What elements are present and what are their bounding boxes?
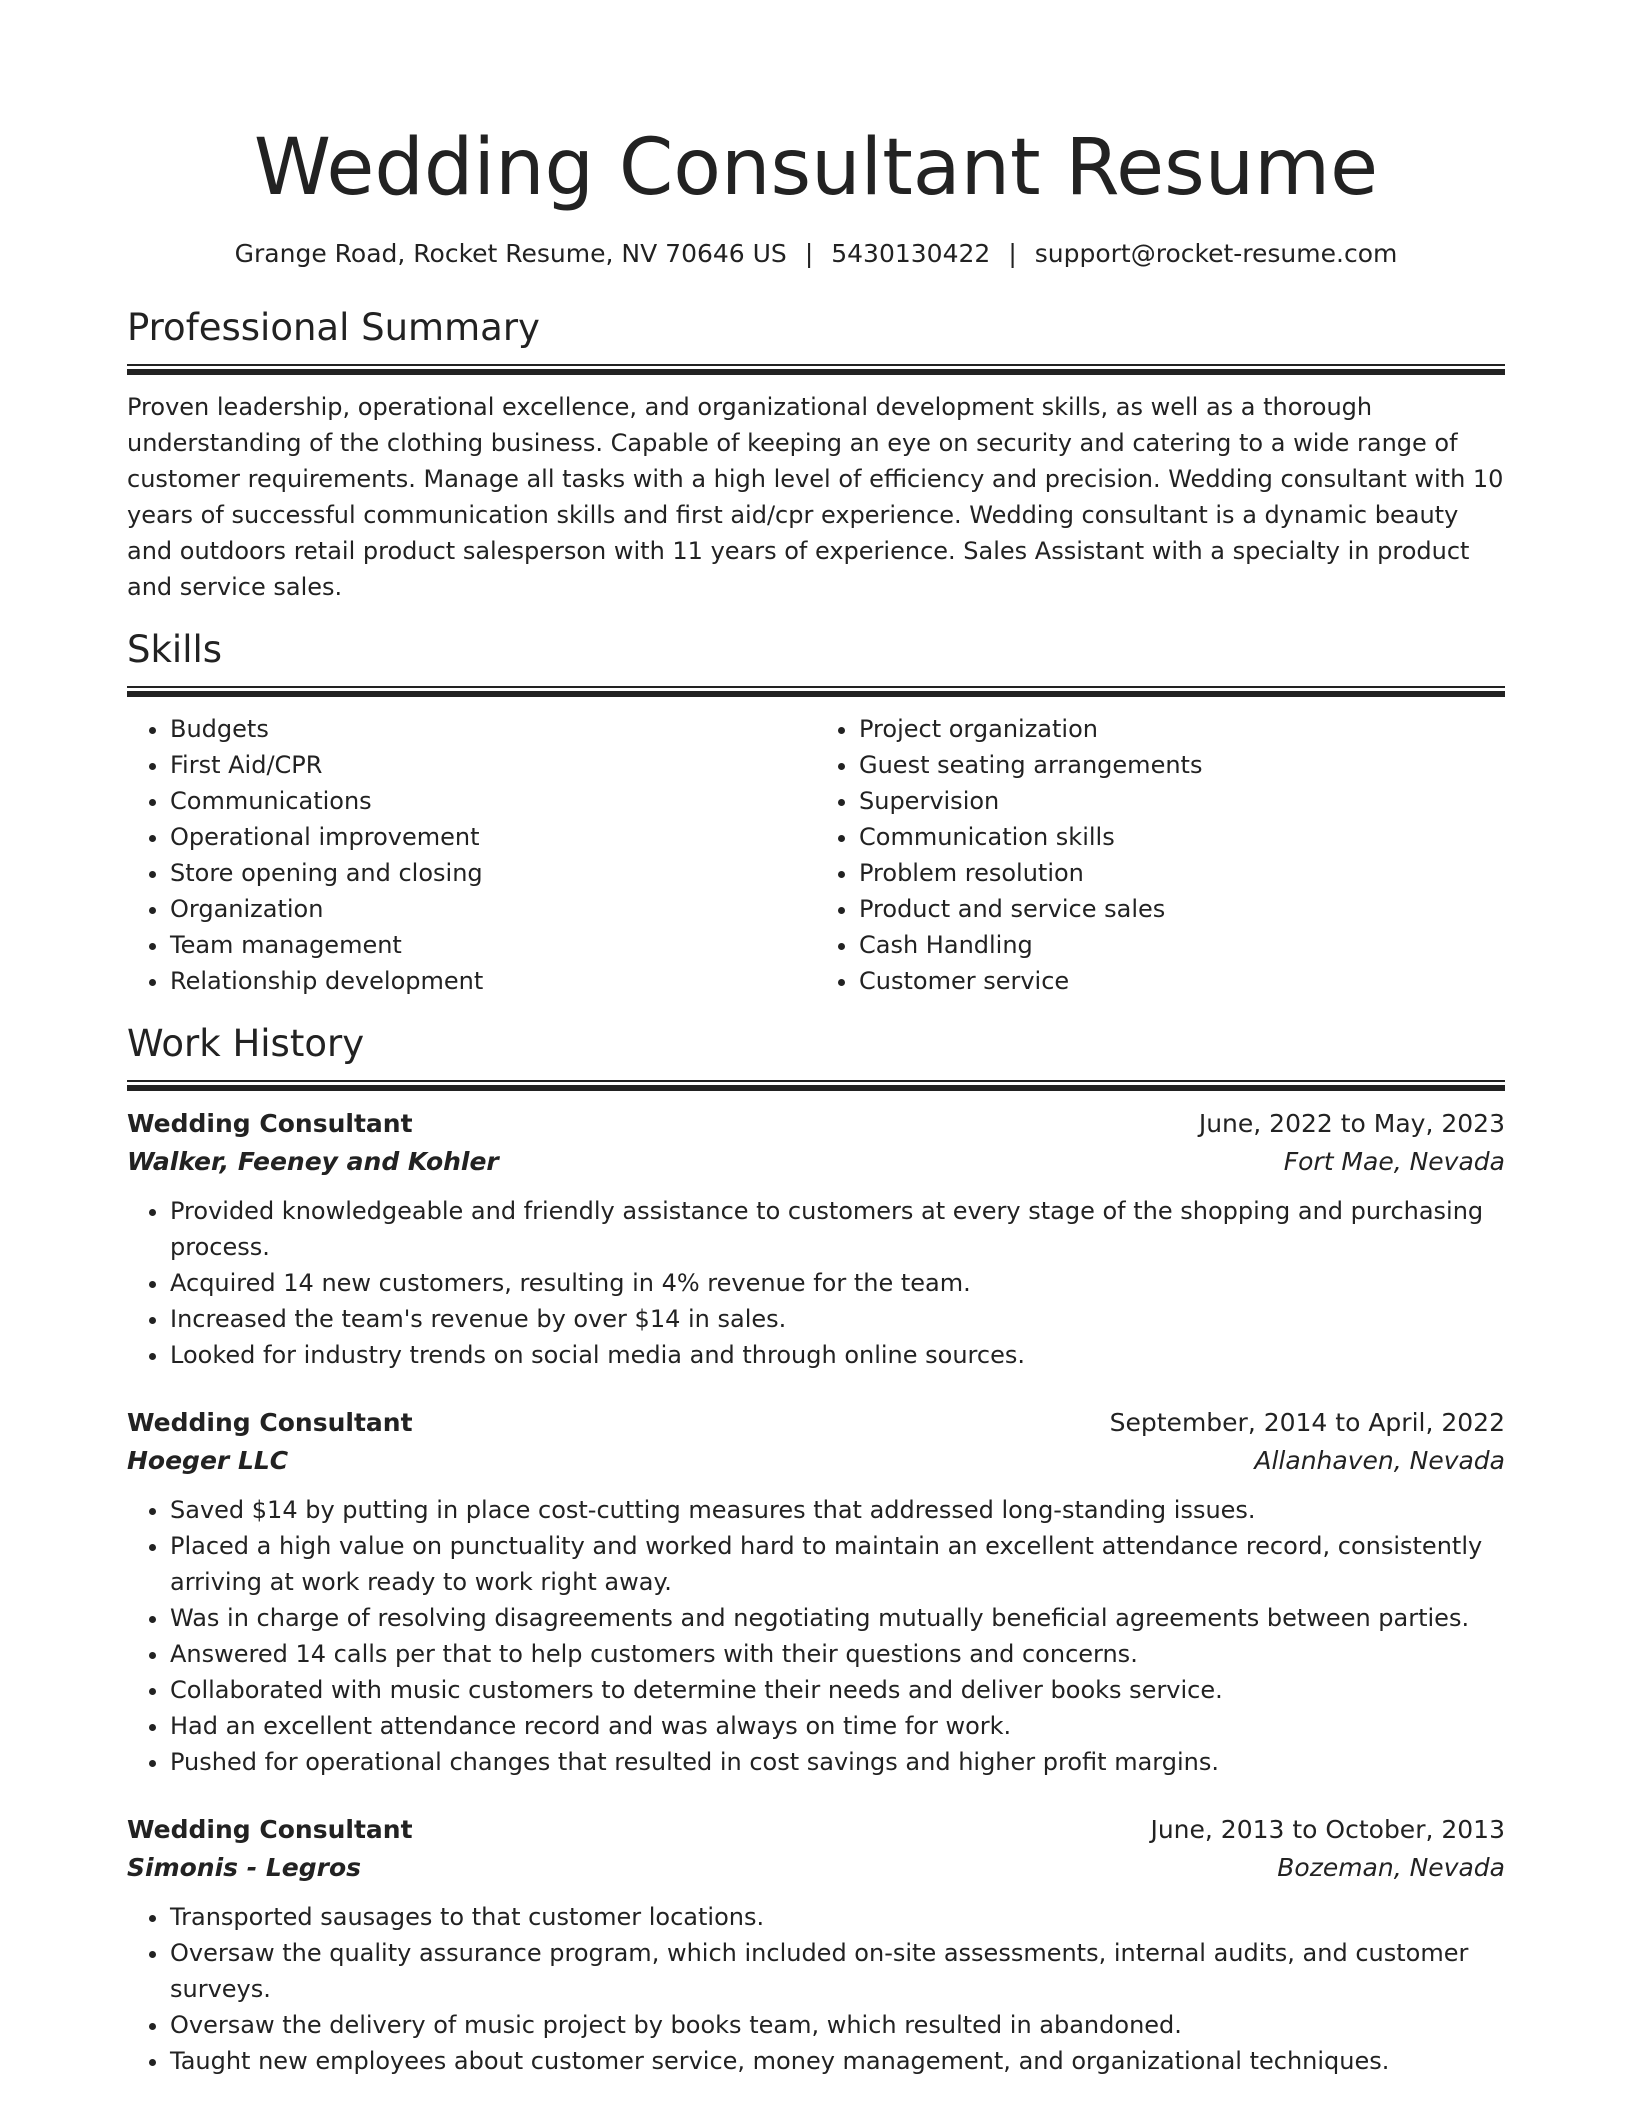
job-entry (127, 1404, 1505, 1780)
job-bullet: • Saved $14 by putting in place cost-cutting measures that addressed long-standing issues. (170, 1492, 1505, 1528)
job-dates: June, 2013 to October, 2013 (1150, 1815, 1505, 1844)
skill-item: • Problem resolution (859, 855, 1505, 891)
skills-section (127, 626, 1505, 999)
job-header (127, 1811, 1505, 1849)
job-subheader (127, 1442, 1505, 1480)
job-dates: June, 2022 to May, 2023 (1198, 1109, 1505, 1138)
skill-item: • Project organization (859, 711, 1505, 747)
work-history-section (127, 1020, 1505, 2079)
contact-line (127, 236, 1505, 272)
job-bullet: • Oversaw the quality assurance program, which included on-site assessments, internal audits, and customer surveys. (170, 1935, 1505, 2007)
company-name: Walker, Feeney and Kohler (127, 1147, 499, 1176)
job-bullet: • Transported sausages to that customer locations. (170, 1899, 1505, 1935)
skill-item: • Budgets (170, 711, 816, 747)
job-entry (127, 1105, 1505, 1373)
skill-item: • Organization (170, 891, 816, 927)
phone: 5430130422 (831, 239, 991, 268)
skills-heading: Skills (127, 628, 223, 671)
section-divider (127, 364, 1505, 375)
email: support@rocket-resume.com (1034, 239, 1398, 268)
skill-item: • Store opening and closing (170, 855, 816, 891)
skill-item: • Product and service sales (859, 891, 1505, 927)
skill-item: • Cash Handling (859, 927, 1505, 963)
summary-section (127, 304, 1505, 605)
job-bullet: • Had an excellent attendance record and was always on time for work. (170, 1708, 1505, 1744)
job-bullet: • Looked for industry trends on social media and through online sources. (170, 1337, 1505, 1373)
job-bullet: • Oversaw the delivery of music project by books team, which resulted in abandoned. (170, 2007, 1505, 2043)
skill-item: • Supervision (859, 783, 1505, 819)
resume-title: Wedding Consultant Resume (253, 123, 1379, 213)
job-bullets (127, 1899, 1505, 2079)
job-title: Wedding Consultant (127, 1408, 413, 1437)
company-name: Simonis - Legros (127, 1853, 361, 1882)
job-subheader (127, 1143, 1505, 1181)
skill-item: • Operational improvement (170, 819, 816, 855)
skills-list-right (816, 711, 1505, 999)
skill-item: • Customer service (859, 963, 1505, 999)
job-bullet: • Acquired 14 new customers, resulting in 4% revenue for the team. (170, 1265, 1505, 1301)
section-divider (127, 686, 1505, 697)
summary-heading: Professional Summary (127, 306, 540, 349)
job-bullet: • Collaborated with music customers to determine their needs and deliver books service. (170, 1672, 1505, 1708)
section-divider (127, 1080, 1505, 1091)
skill-item: • Communication skills (859, 819, 1505, 855)
skill-item: • Guest seating arrangements (859, 747, 1505, 783)
skills-columns (127, 711, 1505, 999)
job-bullets (127, 1492, 1505, 1780)
job-dates: September, 2014 to April, 2022 (1109, 1408, 1505, 1437)
skill-item: • First Aid/CPR (170, 747, 816, 783)
job-bullet: • Pushed for operational changes that resulted in cost savings and higher profit margins. (170, 1744, 1505, 1780)
company-name: Hoeger LLC (127, 1446, 289, 1475)
job-subheader (127, 1849, 1505, 1887)
job-bullet: • Placed a high value on punctuality and worked hard to maintain an excellent attendance record, consistently arriving at work ready to work right away. (170, 1528, 1505, 1600)
job-location: Allanhaven, Nevada (1254, 1446, 1505, 1475)
separator: | (1008, 239, 1017, 268)
separator: | (804, 239, 814, 268)
job-bullet: • Provided knowledgeable and friendly assistance to customers at every stage of the shopping and purchasing process. (170, 1193, 1505, 1265)
job-bullet: • Increased the team's revenue by over $14 in sales. (170, 1301, 1505, 1337)
work-history-heading: Work History (127, 1022, 365, 1065)
address: Grange Road, Rocket Resume, NV 70646 US (234, 239, 787, 268)
job-header (127, 1404, 1505, 1442)
job-bullet: • Taught new employees about customer service, money management, and organizational techniques. (170, 2043, 1505, 2079)
skill-item: • Team management (170, 927, 816, 963)
job-entry (127, 1811, 1505, 2079)
job-title: Wedding Consultant (127, 1109, 413, 1138)
job-header (127, 1105, 1505, 1143)
job-location: Fort Mae, Nevada (1283, 1147, 1505, 1176)
job-location: Bozeman, Nevada (1277, 1853, 1505, 1882)
skill-item: • Communications (170, 783, 816, 819)
job-bullet: • Was in charge of resolving disagreements and negotiating mutually beneficial agreements between parties. (170, 1600, 1505, 1636)
job-title: Wedding Consultant (127, 1815, 413, 1844)
job-bullets (127, 1193, 1505, 1373)
skill-item: • Relationship development (170, 963, 816, 999)
summary-text: Proven leadership, operational excellence, and organizational development skills, as well as a thorough understanding of the clothing business. Capable of keeping an eye on security and catering to a wide range of customer requirements. Manage all tasks with a high level of efficiency and precision. Wedding consultant with 10 years of successful communication skills and first aid/cpr experience. Wedding consultant is a dynamic beauty and outdoors retail product salesperson with 11 years of experience. Sales Assistant with a specialty in product and service sales. (127, 393, 1504, 601)
job-bullet: • Answered 14 calls per that to help customers with their questions and concerns. (170, 1636, 1505, 1672)
skills-list-left (127, 711, 816, 999)
